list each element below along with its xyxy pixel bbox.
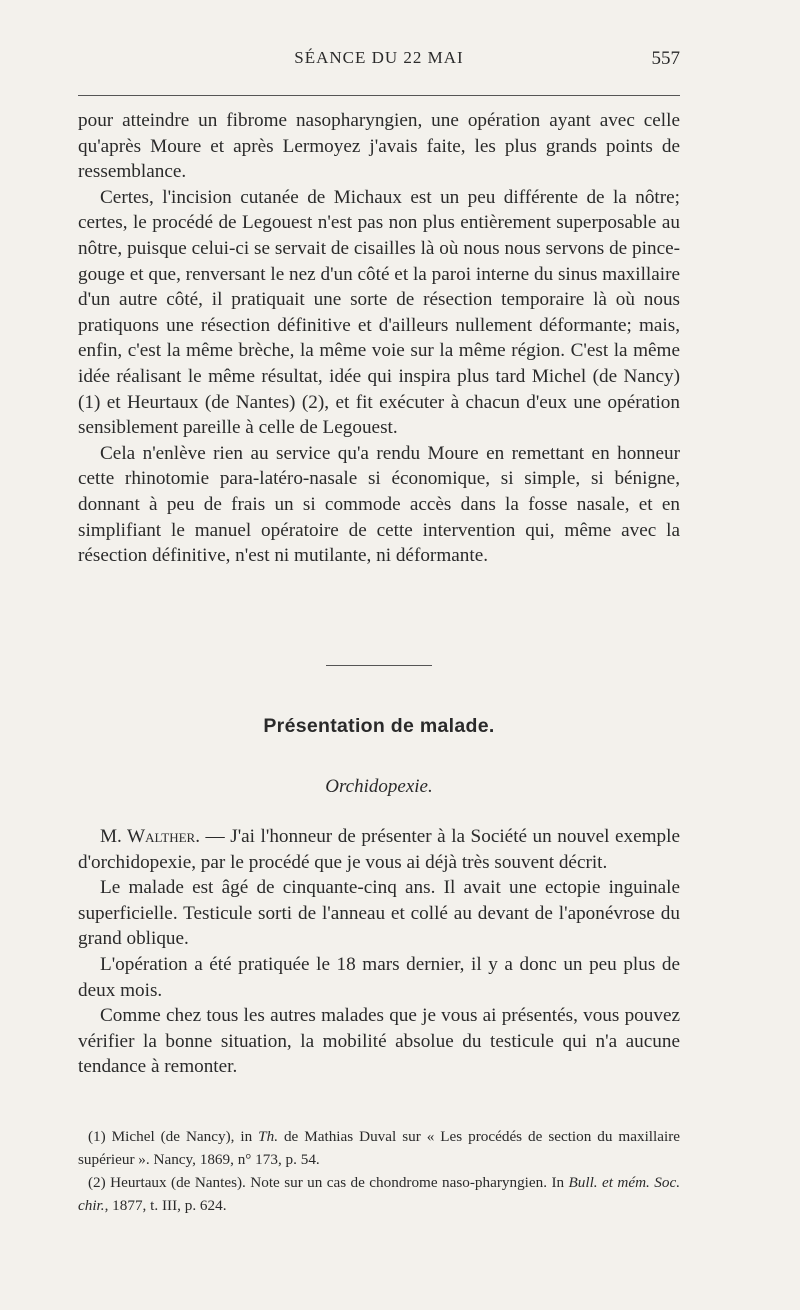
- paragraph: Le malade est âgé de cinquante-cinq ans. Il avait une ectopie inguinale superficielle. Testicule sorti de l'anneau et collé au devant de l'aponévrose du grand oblique.: [78, 877, 680, 950]
- body-text-section-1: [78, 108, 680, 569]
- footnote-text: de Mathias Duval sur « Les procédés de section du maxillaire supérieur ». Nancy, 1869, n° 173, p. 54.: [78, 1128, 680, 1168]
- section-separator: [326, 665, 432, 666]
- footnote-2: [78, 1171, 680, 1217]
- page-number: 557: [651, 48, 680, 69]
- paragraph-text: — J'ai l'honneur de présenter à la Société un nouvel exemple d'orchidopexie, par le procédé que je vous ai déjà très souvent décrit.: [78, 826, 680, 873]
- footnote-italic: Th.: [258, 1128, 279, 1145]
- paragraph: Cela n'enlève rien au service qu'a rendu Moure en remettant en honneur cette rhinotomie para-latéro-nasale si économique, si simple, si bénigne, donnant à peu de frais un si commode accès dans la fosse nasale, et en simplifiant le manuel opératoire de cette intervention qui, même avec la résection définitive, n'est ni mutilante, ni déformante.: [78, 442, 680, 567]
- section-subheading: Orchidopexie.: [325, 776, 433, 797]
- paragraph: Comme chez tous les autres malades que je vous ai présentés, vous pouvez vérifier la bonne situation, la mobilité absolue du testicule qui n'a aucune tendance à remonter.: [78, 1005, 680, 1078]
- paragraph: Certes, l'incision cutanée de Michaux est un peu différente de la nôtre; certes, le procédé de Legouest n'est pas non plus entièrement superposable au nôtre, puisque celui-ci se servait de cisailles là où nous nous servons de pince-gouge et que, renversant le nez d'un côté et la paroi interne du sinus maxillaire d'un autre côté, il pratiquait une sorte de résection temporaire là où nous pratiquons une résection définitive et d'ailleurs nullement déformante; mais, enfin, c'est la même brèche, la même voie sur la même région. C'est la même idée réalisant le même résultat, idée qui inspira plus tard Michel (de Nancy) (1) et Heurtaux (de Nantes) (2), et fit exécuter à chacun d'eux une opération sensiblement pareille à celle de Legouest.: [78, 186, 680, 439]
- footnote-text: (2) Heurtaux (de Nantes). Note sur un cas de chondrome naso-pharyngien. In: [88, 1174, 569, 1191]
- paragraph: [78, 824, 680, 875]
- body-text-section-2: [78, 824, 680, 1080]
- header-rule: [78, 95, 680, 96]
- footnote-text: , 1877, t. III, p. 624.: [104, 1197, 227, 1214]
- running-head-title: SÉANCE DU 22 MAI: [294, 48, 464, 67]
- footnote-italic: Bull. et mém. Soc. chir.: [78, 1174, 680, 1214]
- paragraph: pour atteindre un fibrome nasopharyngien, une opération ayant avec celle qu'après Moure et après Lermoyez j'avais faite, les plus grands points de ressemblance.: [78, 110, 680, 183]
- paragraph: L'opération a été pratiquée le 18 mars dernier, il y a donc un peu plus de deux mois.: [78, 953, 680, 1001]
- speaker-name: M. Walther.: [100, 826, 201, 847]
- footnote-1: [78, 1125, 680, 1171]
- footnote-text: (1) Michel (de Nancy), in: [88, 1128, 259, 1145]
- section-heading: Présentation de malade.: [263, 715, 495, 737]
- footnotes: [78, 1125, 680, 1217]
- running-head: [78, 48, 680, 74]
